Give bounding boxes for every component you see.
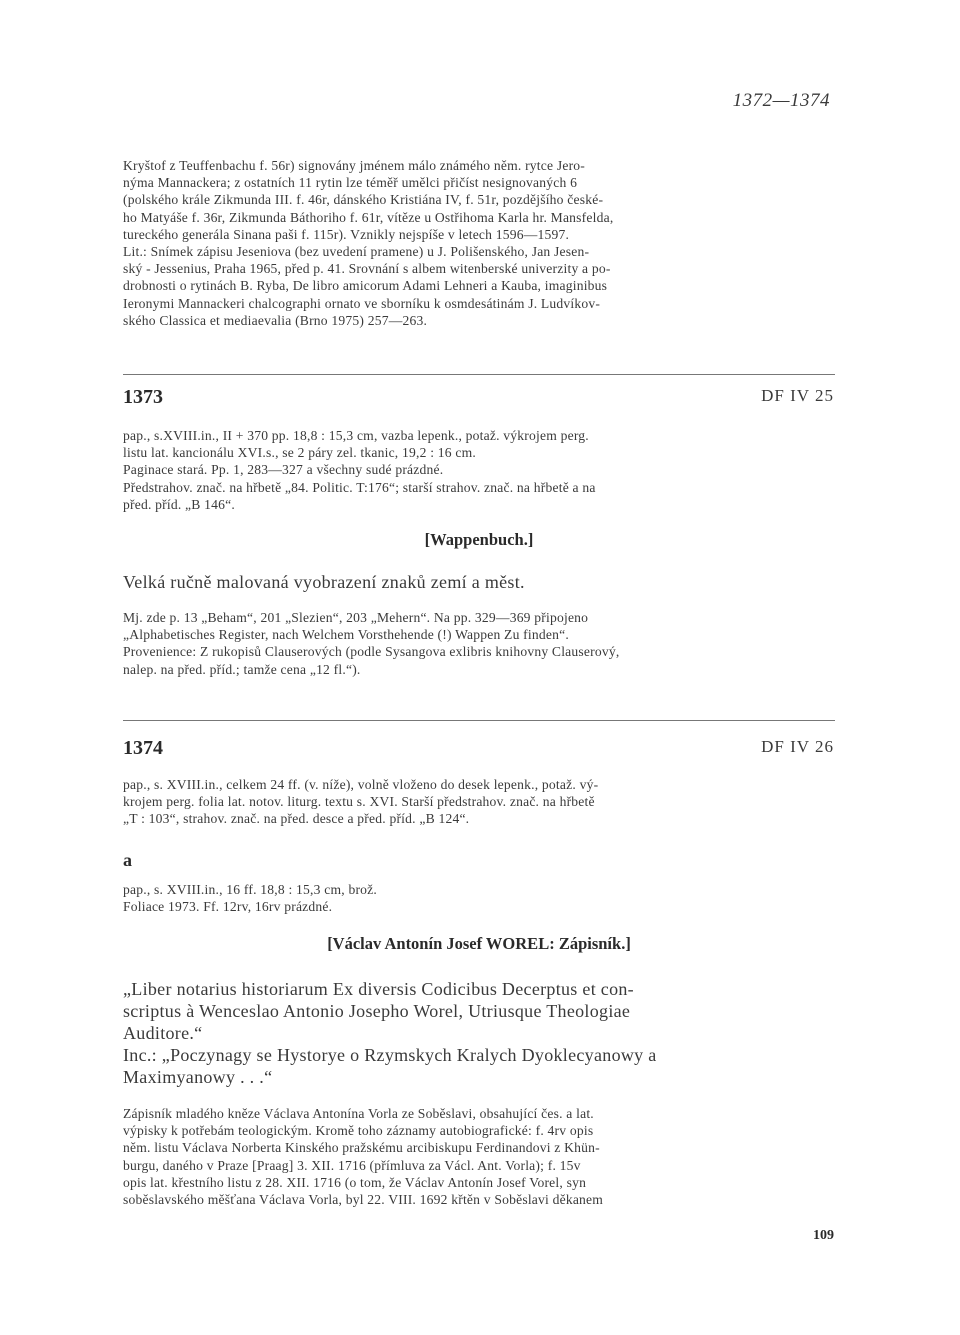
text-line: Předstrahov. znač. na hřbetě „84. Politic. T:176“; starší strahov. znač. na hřbetě a na (123, 479, 596, 495)
text-line: výpisky k potřebám teologickým. Kromě toho záznamy autobiografické: f. 4rv opis (123, 1123, 594, 1139)
entry-divider (123, 374, 835, 375)
entry-1373-title: [Wappenbuch.] (424, 530, 534, 549)
text-line: Lit.: Snímek zápisu Jeseniova (bez uvedení pramene) u J. Polišenského, Jan Jesen- (123, 244, 590, 260)
text-line: Provenience: Z rukopisů Clauserových (podle Sysangova exlibris knihovny Clauserový, (123, 644, 620, 660)
text-line: Inc.: „Poczynagy se Hystorye o Rzymskych Kralych Dyoklecyanowy a (123, 1045, 657, 1065)
text-line: Foliace 1973. Ff. 12rv, 16rv prázdné. (123, 899, 333, 915)
entry-number-1374: 1374 (123, 737, 163, 759)
entry-1374-title: [Václav Antonín Josef WOREL: Zápisník.] (327, 934, 631, 953)
text-line: pap., s. XVIII.in., 16 ff. 18,8 : 15,3 cm, brož. (123, 882, 377, 897)
text-line: scriptus à Wenceslao Antonio Josepho Worel, Utriusque Theologiae (123, 1001, 631, 1021)
entry-number-1373: 1373 (123, 386, 163, 408)
text-line: „Alphabetisches Register, nach Welchem Vorsthehende (!) Wappen Zu finden“. (123, 627, 569, 643)
text-line: Maximyanowy . . .“ (123, 1067, 273, 1087)
text-line: ho Matyáše f. 36r, Zikmunda Báthoriho f. 61r, vítěze u Ostřihoma Karla hr. Mansfelda, (123, 209, 614, 225)
text-line: něm. listu Václava Norberta Kinského pražskému arcibiskupu Ferdinandovi z Khün- (123, 1140, 600, 1156)
text-line: soběslavského měšťana Václava Vorla, byl 22. VIII. 1692 křtěn v Soběslavi děkanem (123, 1192, 604, 1208)
shelfmark-1373: DF IV 25 (761, 386, 834, 405)
subsection-label: a (123, 850, 132, 870)
entry-divider (123, 720, 835, 721)
text-line: opis lat. křestního listu z 28. XII. 1716 (o tom, že Václav Antonín Josef Vorel, syn (123, 1174, 587, 1190)
text-line: pap., s. XVIII.in., celkem 24 ff. (v. níže), volně vloženo do desek lepenk., potaž. vý- (123, 777, 599, 792)
entry-1373-physical (123, 427, 835, 513)
text-line: tureckého generála Sinana paši f. 115r). Vznikly nejspíše v letech 1596—1597. (123, 226, 570, 242)
text-line: ského Classica et mediaevalia (Brno 1975) 257—263. (123, 312, 428, 328)
entry-1374-physical (123, 776, 835, 828)
entry-1373-notes (123, 609, 835, 678)
text-line: burgu, daného v Praze [Praag] 3. XII. 1716 (přímluva za Václ. Ant. Vorla); f. 15v (123, 1157, 581, 1173)
entry-1374-description (123, 1105, 835, 1208)
text-line: nalep. na před. příd.; tamže cena „12 fl.“). (123, 661, 361, 677)
entry-1373-description (123, 571, 835, 593)
subsection-physical (123, 881, 835, 915)
text-line: Mj. zde p. 13 „Beham“, 201 „Slezien“, 203 „Mehern“. Na pp. 329—369 připojeno (123, 610, 589, 625)
text-line: Velká ručně malovaná vyobrazení znaků zemí a měst. (123, 572, 525, 592)
page-number: 109 (813, 1228, 834, 1243)
text-line: krojem perg. folia lat. notov. liturg. textu s. XVI. Starší předstrahov. znač. na hřbetě (123, 794, 595, 810)
text-line: Ieronymi Mannackeri chalcographi ornato ve sborníku k osmdesátinám J. Ludvíkov- (123, 295, 601, 311)
shelfmark-1374: DF IV 26 (761, 737, 834, 756)
text-line: Zápisník mladého kněze Václava Antonína Vorla ze Soběslavi, obsahující čes. a lat. (123, 1106, 594, 1121)
text-line: Paginace stará. Pp. 1, 283—327 a všechny sudé prázdné. (123, 462, 444, 478)
text-line: před. příd. „B 146“. (123, 496, 235, 512)
entry-1374-incipit (123, 978, 835, 1088)
text-line: ský - Jessenius, Praha 1965, před p. 41. Srovnání s albem witenberské univerzity a po- (123, 261, 611, 277)
running-header: 1372—1374 (732, 90, 830, 111)
text-line: (polského krále Zikmunda III. f. 46r, dánského Kristiána IV, f. 51r, pozdějšího české- (123, 192, 604, 208)
text-line: Kryštof z Teuffenbachu f. 56r) signovány jménem málo známého něm. rytce Jero- (123, 158, 586, 173)
text-line: drobnosti o rytinách B. Ryba, De libro amicorum Adami Lehneri a Kauba, imaginibus (123, 278, 608, 294)
text-line: „T : 103“, strahov. znač. na před. desce a před. příd. „B 124“. (123, 811, 470, 827)
text-line: „Liber notarius historiarum Ex diversis Codicibus Decerptus et con- (123, 979, 634, 999)
text-line: pap., s.XVIII.in., II + 370 pp. 18,8 : 15,3 cm, vazba lepenk., potaž. výkrojem perg. (123, 428, 589, 443)
text-line: Auditore.“ (123, 1023, 203, 1043)
text-line: nýma Mannackera; z ostatních 11 rytin lze téměř umělci přičíst nesignovaných 6 (123, 175, 578, 191)
entry-1372-continuation (123, 157, 835, 329)
text-line: listu lat. kancionálu XVI.s., se 2 páry zel. tkanic, 19,2 : 16 cm. (123, 445, 476, 461)
